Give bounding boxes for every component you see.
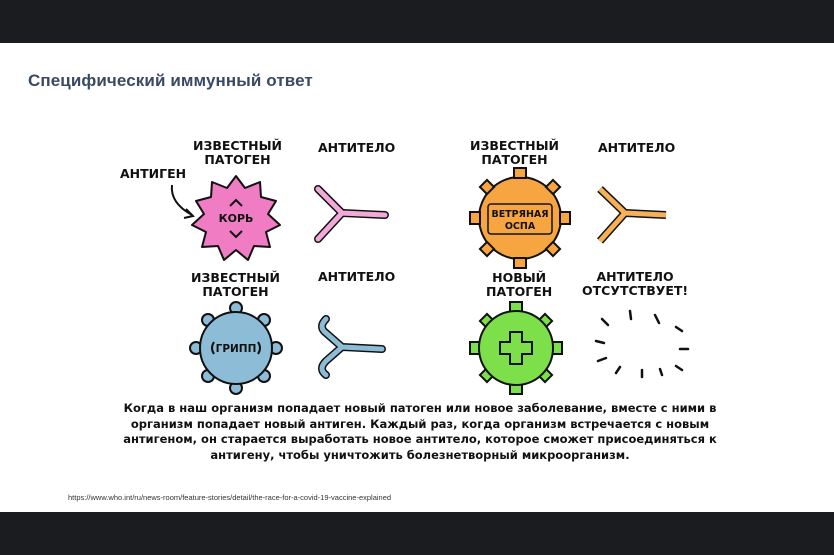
pathogen-label-3-line1: ИЗВЕСТНЫЙ: [191, 270, 280, 285]
flu-virus-icon: [190, 302, 282, 394]
pathogen-label-1-line1: ИЗВЕСТНЫЙ: [193, 138, 282, 153]
pathogen-label-2-line2: ПАТОГЕН: [481, 152, 548, 167]
infographic-caption: Когда в наш организм попадает новый патоген или новое заболевание, вместе с ними в организм попадает новый антиген. Каждый раз, когда организм встречается с новым антигеном, он старается выработать новое антитело, которое сможет присоединяться к антигену, чтобы уничтожить болезнетворный микроорганизм.: [123, 401, 717, 462]
antigen-arrow-icon: [172, 185, 192, 215]
measles-virus-icon: [192, 176, 280, 260]
antibody-label-1: АНТИТЕЛО: [318, 140, 396, 155]
pathogen-label-3-line2: ПАТОГЕН: [202, 284, 269, 299]
chickenpox-virus-icon: [470, 168, 570, 268]
pathogen-label-2-line1: ИЗВЕСТНЫЙ: [470, 138, 559, 153]
antibody-label-4-line1: АНТИТЕЛО: [596, 269, 674, 284]
chickenpox-virus-text-2: ОСПА: [504, 221, 536, 232]
measles-virus-text: КОРЬ: [218, 212, 254, 225]
antibody-blue-icon: [322, 319, 382, 375]
chickenpox-virus-text-1: ВЕТРЯНАЯ: [491, 209, 549, 220]
antibody-label-4-line2: ОТСУТСТВУЕТ!: [582, 283, 689, 298]
antigen-label: АНТИГЕН: [120, 166, 187, 181]
slide-title: Специфический иммунный ответ: [28, 71, 313, 90]
antibody-pink-icon: [318, 189, 385, 239]
antibody-label-2: АНТИТЕЛО: [598, 140, 676, 155]
pathogen-label-4-line2: ПАТОГЕН: [486, 284, 553, 299]
antibody-label-3: АНТИТЕЛО: [318, 269, 396, 284]
missing-antibody-icon: [596, 311, 688, 377]
new-virus-icon: [470, 302, 562, 394]
slide: [0, 43, 834, 512]
pathogen-label-4-line1: НОВЫЙ: [492, 270, 547, 285]
source-link[interactable]: https://www.who.int/ru/news-room/feature-stories/detail/the-race-for-a-covid-19-vaccine-explained: [68, 493, 392, 502]
pathogen-label-1-line2: ПАТОГЕН: [204, 152, 271, 167]
antibody-orange-icon: [600, 189, 666, 241]
flu-virus-text: ГРИПП: [215, 343, 257, 355]
